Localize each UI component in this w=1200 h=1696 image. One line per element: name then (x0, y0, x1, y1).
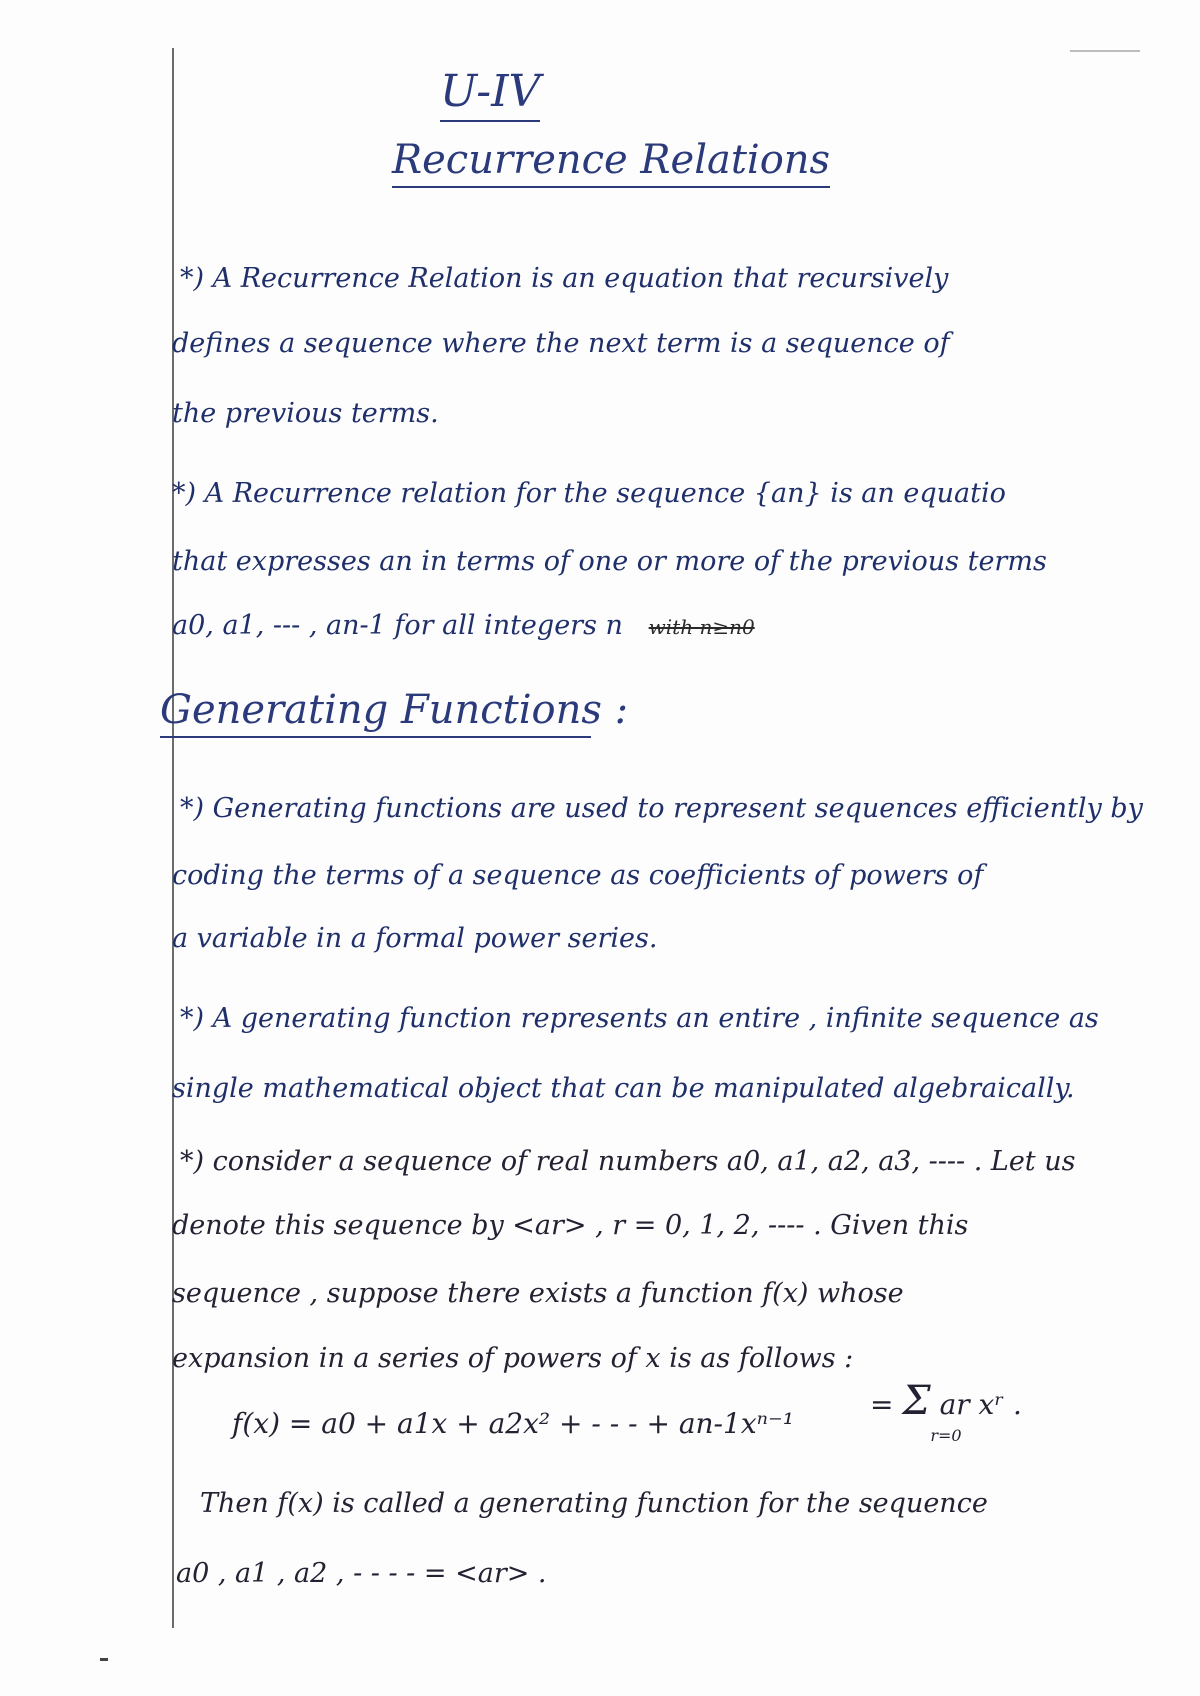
sigma-symbol: Σ (902, 1378, 931, 1424)
generating-line-10: Then f(x) is called a generating function for the sequence (200, 1488, 988, 1519)
recurrence-line-6-text: a0, a1, --- , an-1 for all integers n (172, 610, 623, 641)
summation (870, 1378, 1022, 1445)
title-underline (392, 186, 830, 188)
generating-line-9: expansion in a series of powers of x is as follows : (172, 1343, 854, 1374)
page-title (392, 137, 831, 188)
formula-line: f(x) = a0 + a1x + a2x² + - - - + an-1xⁿ⁻¹ (232, 1407, 794, 1440)
generating-line-5: single mathematical object that can be manipulated algebraically. (172, 1073, 1075, 1104)
bottom-mark (100, 1658, 108, 1661)
sum-equals: = (870, 1388, 894, 1421)
generating-line-2: coding the terms of a sequence as coefficients of powers of (172, 860, 984, 891)
section-heading-text: Generating Functions : (160, 687, 629, 733)
sum-term: ar xʳ . (939, 1388, 1022, 1421)
recurrence-line-4: *) A Recurrence relation for the sequence {an} is an equatio (172, 478, 1006, 509)
recurrence-line-1: *) A Recurrence Relation is an equation that recursively (180, 263, 949, 294)
section-heading (160, 687, 629, 738)
recurrence-line-2: defines a sequence where the next term is a sequence of (172, 328, 950, 359)
generating-line-3: a variable in a formal power series. (172, 923, 658, 954)
generating-line-8: sequence , suppose there exists a function f(x) whose (172, 1278, 904, 1309)
struck-text: with n≥n0 (648, 615, 755, 639)
margin-line (172, 48, 174, 1628)
section-underline (160, 736, 591, 738)
unit-heading (440, 66, 541, 122)
unit-heading-text: U-IV (440, 66, 541, 117)
recurrence-line-6 (172, 612, 755, 639)
page-title-text: Recurrence Relations (392, 137, 831, 183)
unit-underline (440, 120, 540, 122)
generating-line-7: denote this sequence by <ar> , r = 0, 1, 2, ---- . Given this (172, 1210, 969, 1241)
generating-line-11: a0 , a1 , a2 , - - - - = <ar> . (176, 1558, 547, 1589)
corner-mark (1070, 50, 1140, 52)
sum-lower-limit: r=0 (930, 1426, 962, 1445)
generating-line-4: *) A generating function represents an entire , infinite sequence as (180, 1003, 1099, 1034)
recurrence-line-3: the previous terms. (172, 398, 439, 429)
recurrence-line-5: that expresses an in terms of one or more of the previous terms (172, 546, 1047, 577)
generating-line-6: *) consider a sequence of real numbers a0, a1, a2, a3, ---- . Let us (180, 1146, 1076, 1177)
generating-line-1: *) Generating functions are used to represent sequences efficiently by (180, 793, 1143, 824)
